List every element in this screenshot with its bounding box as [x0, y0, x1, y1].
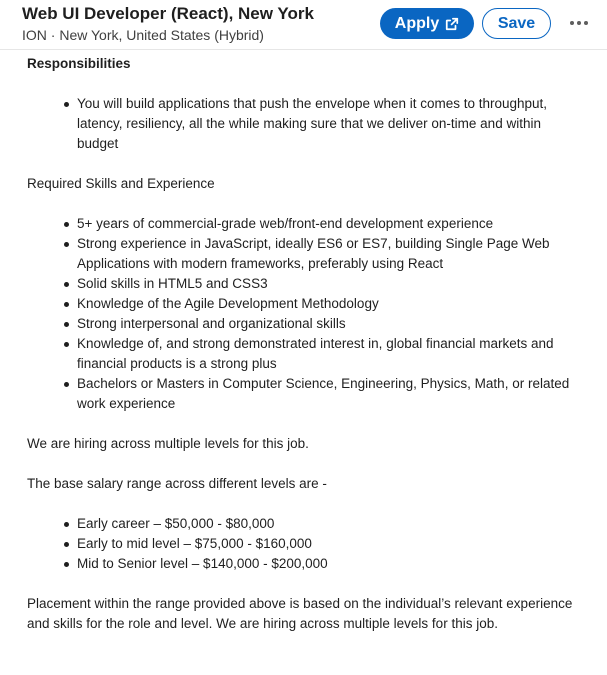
job-company-location: ION · New York, United States (Hybrid): [22, 27, 264, 43]
list-item: Mid to Senior level – $140,000 - $200,000: [77, 554, 583, 574]
responsibilities-heading: Responsibilities: [27, 56, 131, 71]
salary-list: [27, 514, 583, 574]
list-item: Early career – $50,000 - $80,000: [77, 514, 583, 534]
external-link-icon: [445, 17, 459, 31]
job-title[interactable]: Web UI Developer (React), New York: [22, 4, 314, 23]
skills-list: [27, 214, 583, 414]
job-header: [0, 0, 607, 50]
list-item: Strong interpersonal and organizational skills: [77, 314, 583, 334]
placement-text: Placement within the range provided above is based on the individual’s relevant experience and skills for the role and level. We are hiring across multiple levels for this job.: [27, 596, 573, 631]
list-item: Bachelors or Masters in Computer Science, Engineering, Physics, Math, or related work experience: [77, 374, 583, 414]
list-item: Knowledge of, and strong demonstrated interest in, global financial markets and financial products is a strong plus: [77, 334, 583, 374]
list-item: Strong experience in JavaScript, ideally ES6 or ES7, building Single Page Web Applications with modern frameworks, preferably using React: [77, 234, 583, 274]
more-options-button[interactable]: [563, 10, 595, 36]
responsibilities-list: [27, 94, 583, 154]
list-item: You will build applications that push the envelope when it comes to throughput, latency, resiliency, all the while making sure that we deliver on-time and within budget: [77, 94, 583, 154]
list-item: Solid skills in HTML5 and CSS3: [77, 274, 583, 294]
more-horizontal-icon: [570, 21, 574, 25]
list-item: Early to mid level – $75,000 - $160,000: [77, 534, 583, 554]
apply-button[interactable]: [380, 8, 474, 39]
list-item: 5+ years of commercial-grade web/front-end development experience: [77, 214, 583, 234]
list-item: Knowledge of the Agile Development Methodology: [77, 294, 583, 314]
hiring-text: We are hiring across multiple levels for this job.: [27, 436, 309, 451]
skills-heading: Required Skills and Experience: [27, 176, 215, 191]
salary-intro: The base salary range across different levels are -: [27, 476, 327, 491]
apply-button-label: Apply: [394, 14, 440, 32]
save-button[interactable]: Save: [482, 8, 551, 39]
job-description: [27, 54, 583, 634]
